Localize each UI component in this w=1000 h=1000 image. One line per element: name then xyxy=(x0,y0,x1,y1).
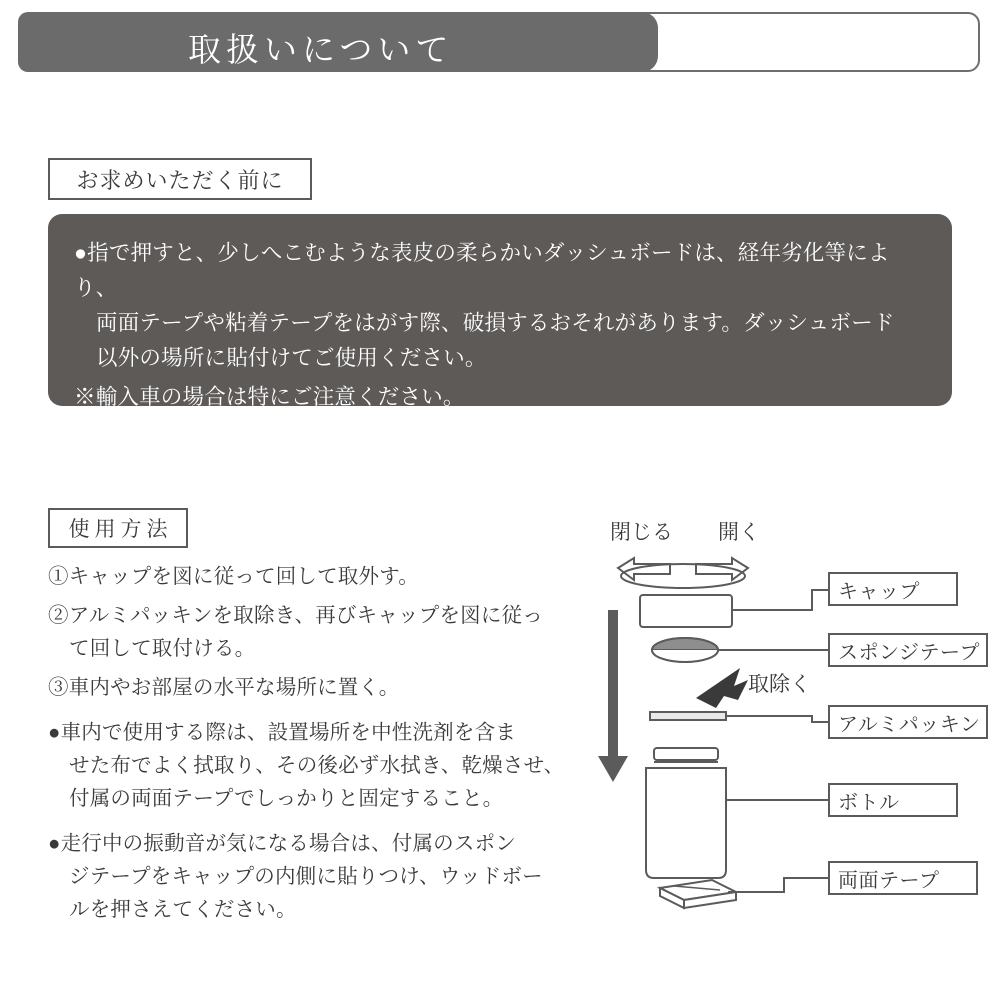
aluminium-packing-icon xyxy=(650,712,726,720)
usage-item-cont: て回して取付ける。 xyxy=(69,637,256,660)
notice-line-4: ※輸入車の場合は特にご注意ください。 xyxy=(74,385,465,409)
list-item xyxy=(48,716,568,815)
section-label-before-purchase: お求めいただく前に xyxy=(48,158,312,200)
page-title: 取扱いについて xyxy=(188,31,454,68)
cap-icon xyxy=(640,595,732,627)
usage-item-head: ③車内やお部屋の水平な場所に置く。 xyxy=(48,676,400,699)
part-label-aluminium-packing: アルミパッキン xyxy=(828,705,988,739)
list-item xyxy=(48,671,568,704)
part-label-bottle: ボトル xyxy=(828,783,958,817)
usage-item-head: ●走行中の振動音が気になる場合は、付属のスポン xyxy=(48,832,516,855)
diagram-open-label: 開く xyxy=(718,521,760,544)
list-item xyxy=(48,827,568,926)
header xyxy=(18,12,982,74)
rotation-arrows-icon xyxy=(618,558,748,588)
diagram-remove-label: 取除く xyxy=(748,673,811,696)
section-label-usage: 使用方法 xyxy=(48,508,188,548)
usage-list xyxy=(48,560,568,932)
notice-line-3: 以外の場所に貼付けてご使用ください。 xyxy=(96,346,487,370)
remove-arrow-icon xyxy=(696,668,748,708)
usage-item-cont: ルを押さえてください。 xyxy=(69,898,297,921)
part-label-sponge-tape: スポンジテープ xyxy=(828,633,988,667)
double-sided-tape-icon xyxy=(660,880,736,908)
product-diagram xyxy=(588,500,988,920)
usage-item-cont: せた布でよく拭取り、その後必ず水拭き、乾燥させ、 xyxy=(69,754,565,777)
sponge-tape-icon xyxy=(652,638,718,662)
down-arrow-icon xyxy=(598,610,628,782)
leader-lines xyxy=(718,590,828,892)
notice-line-1: ●指で押すと、少しへこむような表皮の柔らかいダッシュボードは、経年劣化等により、 xyxy=(74,241,890,300)
usage-item-head: ①キャップを図に従って回して取外す。 xyxy=(48,565,419,588)
list-item xyxy=(48,560,568,593)
usage-item-cont: ジテープをキャップの内側に貼りつけ、ウッドボー xyxy=(69,865,543,888)
usage-item-head: ●車内で使用する際は、設置場所を中性洗剤を含ま xyxy=(48,721,516,744)
notice-line-2: 両面テープや粘着テープをはがす際、破損するおそれがあります。ダッシュボード xyxy=(96,311,895,335)
list-item xyxy=(48,599,568,665)
diagram-close-label: 閉じる xyxy=(610,521,673,544)
notice-box xyxy=(48,214,952,409)
part-label-cap: キャップ xyxy=(828,572,958,606)
bottle-icon xyxy=(646,748,726,878)
part-label-double-sided-tape: 両面テープ xyxy=(828,861,978,895)
usage-item-cont: 付属の両面テープでしっかりと固定すること。 xyxy=(69,787,504,810)
usage-item-head: ②アルミパッキンを取除き、再びキャップを図に従っ xyxy=(48,604,543,627)
